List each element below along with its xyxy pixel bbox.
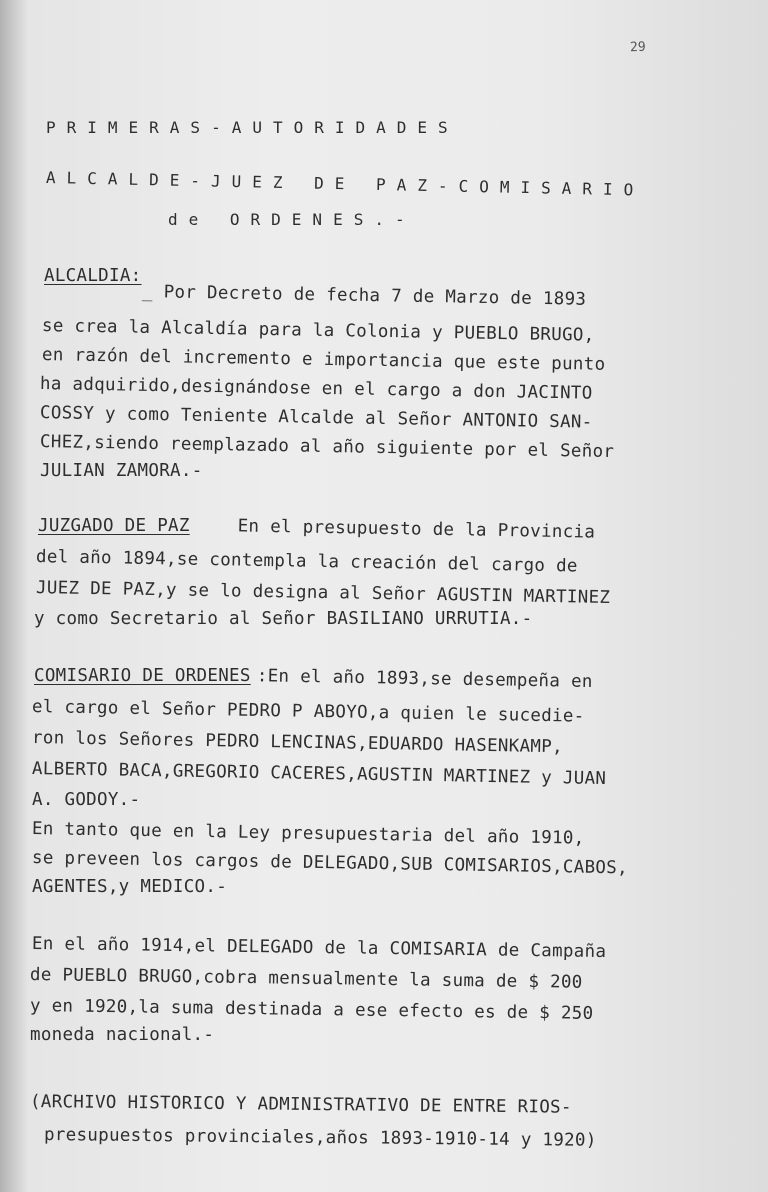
- alcaldia-line-2: se crea la Alcaldía para la Colonia y PUEBLO BRUGO,: [41, 316, 595, 346]
- page-number: 29: [629, 39, 646, 56]
- alcaldia-line-1: _ Por Decreto de fecha 7 de Marzo de 1893: [141, 282, 587, 310]
- delegado-line-4: moneda nacional.-: [30, 1025, 215, 1045]
- comisario-line-7: se preveen los cargos de DELEGADO,SUB COMISARIOS,CABOS,: [31, 848, 629, 879]
- juzgado-line-1: En el presupuesto de la Provincia: [215, 516, 596, 543]
- alcaldia-line-3: en razón del incremento e importancia que este punto: [41, 345, 606, 375]
- comisario-line-5: A. GODOY.-: [32, 790, 141, 810]
- alcaldia-label: ALCALDIA:: [44, 266, 142, 286]
- juzgado-line-3: JUEZ DE PAZ,y se lo designa al Señor AGUSTIN MARTINEZ: [35, 578, 611, 609]
- page-edge-shadow: [0, 0, 28, 1192]
- alcaldia-line-7: JULIAN ZAMORA.-: [40, 461, 203, 481]
- alcaldia-line-6: CHEZ,siendo reemplazado al año siguiente por el Señor: [39, 432, 615, 463]
- comisario-line-1: :En el año 1893,se desempeña en: [245, 666, 593, 693]
- delegado-line-1: En el año 1914,el DELEGADO de la COMISARIA de Campaña: [31, 934, 607, 963]
- comisario-line-3: ron los Señores PEDRO LENCINAS,EDUARDO HASENKAMP,: [31, 728, 564, 758]
- comisario-label: COMISARIO DE ORDENES: [34, 666, 251, 686]
- comisario-line-4: ALBERTO BACA,GREGORIO CACERES,AGUSTIN MARTINEZ y JUAN: [31, 759, 607, 790]
- delegado-line-3: y en 1920,la suma destinada a ese efecto es de $ 250: [29, 996, 594, 1024]
- comisario-line-2: el cargo el Señor PEDRO P ABOYO,a quien le sucedie-: [31, 697, 585, 727]
- title-line-3: de ORDENES.-: [168, 210, 416, 229]
- comisario-line-6: En tanto que en la Ley presupuestaria del año 1910,: [31, 819, 585, 849]
- alcaldia-line-4: ha adquirido,designándose en el cargo a don JACINTO: [39, 374, 593, 404]
- source-line-1: (ARCHIVO HISTORICO Y ADMINISTRATIVO DE ENTRE RIOS-: [29, 1092, 572, 1118]
- alcaldia-line-5: COSSY y como Teniente Alcalde al Señor ANTONIO SAN-: [39, 403, 593, 433]
- juzgado-line-4: y como Secretario al Señor BASILIANO URRUTIA.-: [34, 609, 533, 629]
- title-line-1: PRIMERAS-AUTORIDADES: [46, 118, 459, 137]
- juzgado-label: JUZGADO DE PAZ: [38, 516, 190, 536]
- juzgado-line-2: del año 1894,se contempla la creación del cargo de: [35, 547, 578, 577]
- source-line-2: presupuestos provinciales,años 1893-1910-14 y 1920): [43, 1125, 597, 1151]
- title-line-2: ALCALDE-JUEZ DE PAZ-COMISARIO: [45, 168, 645, 200]
- comisario-line-8: AGENTES,y MEDICO.-: [32, 877, 228, 897]
- delegado-line-2: de PUEBLO BRUGO,cobra mensualmente la suma de $ 200: [29, 965, 583, 993]
